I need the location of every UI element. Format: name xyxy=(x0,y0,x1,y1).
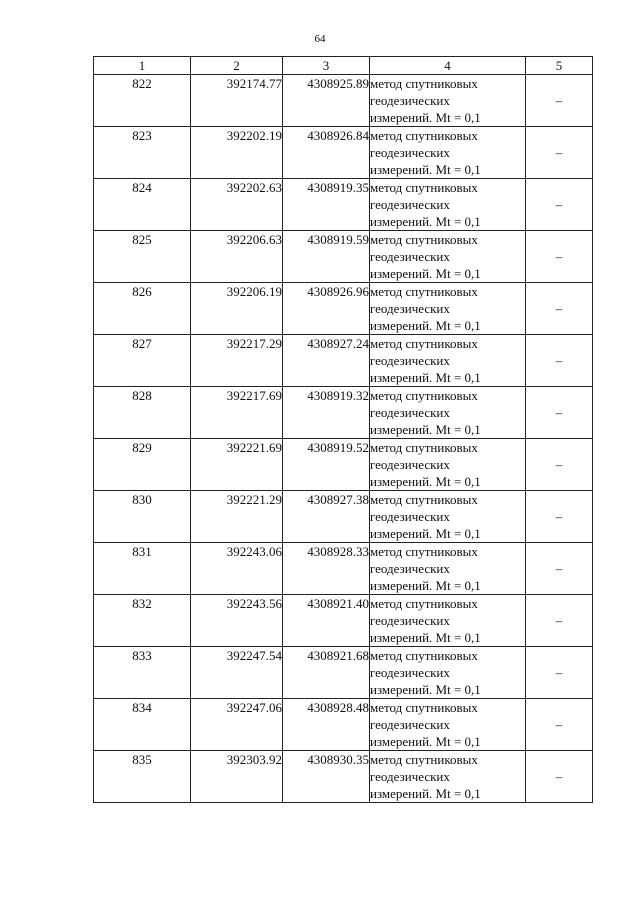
y-coordinate-cell: 4308928.33 xyxy=(283,543,370,595)
note-dash-cell: – xyxy=(526,439,593,491)
method-line: геодезических xyxy=(370,665,450,680)
method-cell xyxy=(370,543,526,595)
coordinates-table xyxy=(93,56,593,803)
header-col-2: 2 xyxy=(191,57,283,75)
method-line: метод спутниковых xyxy=(370,492,478,507)
table-row xyxy=(94,231,593,283)
method-line: геодезических xyxy=(370,353,450,368)
note-dash-cell: – xyxy=(526,543,593,595)
point-number-cell: 825 xyxy=(94,231,191,283)
x-coordinate-cell: 392221.69 xyxy=(191,439,283,491)
table-row xyxy=(94,543,593,595)
method-line: геодезических xyxy=(370,717,450,732)
method-line: измерений. Mt = 0,1 xyxy=(370,214,481,229)
method-cell xyxy=(370,491,526,543)
x-coordinate-cell: 392217.29 xyxy=(191,335,283,387)
header-col-5: 5 xyxy=(526,57,593,75)
y-coordinate-cell: 4308927.24 xyxy=(283,335,370,387)
method-line: геодезических xyxy=(370,93,450,108)
point-number-cell: 827 xyxy=(94,335,191,387)
x-coordinate-cell: 392247.06 xyxy=(191,699,283,751)
table-row xyxy=(94,439,593,491)
note-dash-cell: – xyxy=(526,283,593,335)
note-dash-cell: – xyxy=(526,335,593,387)
x-coordinate-cell: 392247.54 xyxy=(191,647,283,699)
method-line: измерений. Mt = 0,1 xyxy=(370,110,481,125)
method-cell xyxy=(370,283,526,335)
method-cell xyxy=(370,179,526,231)
method-line: метод спутниковых xyxy=(370,700,478,715)
table-header xyxy=(94,57,593,75)
note-dash-cell: – xyxy=(526,751,593,803)
y-coordinate-cell: 4308930.35 xyxy=(283,751,370,803)
method-line: измерений. Mt = 0,1 xyxy=(370,474,481,489)
point-number-cell: 824 xyxy=(94,179,191,231)
y-coordinate-cell: 4308926.84 xyxy=(283,127,370,179)
header-col-4: 4 xyxy=(370,57,526,75)
x-coordinate-cell: 392303.92 xyxy=(191,751,283,803)
table-row xyxy=(94,75,593,127)
method-line: метод спутниковых xyxy=(370,232,478,247)
method-cell xyxy=(370,127,526,179)
method-line: метод спутниковых xyxy=(370,440,478,455)
method-cell xyxy=(370,335,526,387)
method-line: измерений. Mt = 0,1 xyxy=(370,786,481,801)
header-col-1: 1 xyxy=(94,57,191,75)
point-number-cell: 831 xyxy=(94,543,191,595)
page-number: 64 xyxy=(314,33,326,45)
method-line: метод спутниковых xyxy=(370,76,478,91)
table-row xyxy=(94,335,593,387)
method-line: измерений. Mt = 0,1 xyxy=(370,526,481,541)
note-dash-cell: – xyxy=(526,491,593,543)
y-coordinate-cell: 4308919.35 xyxy=(283,179,370,231)
x-coordinate-cell: 392243.56 xyxy=(191,595,283,647)
method-line: метод спутниковых xyxy=(370,180,478,195)
point-number-cell: 826 xyxy=(94,283,191,335)
method-line: измерений. Mt = 0,1 xyxy=(370,318,481,333)
method-cell xyxy=(370,647,526,699)
method-line: метод спутниковых xyxy=(370,128,478,143)
method-line: измерений. Mt = 0,1 xyxy=(370,630,481,645)
y-coordinate-cell: 4308919.52 xyxy=(283,439,370,491)
method-line: метод спутниковых xyxy=(370,336,478,351)
method-line: геодезических xyxy=(370,457,450,472)
method-cell xyxy=(370,231,526,283)
note-dash-cell: – xyxy=(526,127,593,179)
method-line: метод спутниковых xyxy=(370,284,478,299)
y-coordinate-cell: 4308919.32 xyxy=(283,387,370,439)
method-line: измерений. Mt = 0,1 xyxy=(370,578,481,593)
table-body xyxy=(94,75,593,803)
x-coordinate-cell: 392206.63 xyxy=(191,231,283,283)
method-line: геодезических xyxy=(370,561,450,576)
method-line: геодезических xyxy=(370,613,450,628)
method-line: измерений. Mt = 0,1 xyxy=(370,266,481,281)
x-coordinate-cell: 392202.19 xyxy=(191,127,283,179)
method-cell xyxy=(370,387,526,439)
method-line: геодезических xyxy=(370,301,450,316)
x-coordinate-cell: 392202.63 xyxy=(191,179,283,231)
point-number-cell: 822 xyxy=(94,75,191,127)
note-dash-cell: – xyxy=(526,387,593,439)
header-row xyxy=(94,57,593,75)
point-number-cell: 829 xyxy=(94,439,191,491)
method-line: геодезических xyxy=(370,249,450,264)
table-row xyxy=(94,647,593,699)
point-number-cell: 832 xyxy=(94,595,191,647)
x-coordinate-cell: 392206.19 xyxy=(191,283,283,335)
note-dash-cell: – xyxy=(526,647,593,699)
x-coordinate-cell: 392174.77 xyxy=(191,75,283,127)
method-line: геодезических xyxy=(370,405,450,420)
method-line: метод спутниковых xyxy=(370,388,478,403)
note-dash-cell: – xyxy=(526,595,593,647)
point-number-cell: 828 xyxy=(94,387,191,439)
method-line: измерений. Mt = 0,1 xyxy=(370,682,481,697)
header-col-3: 3 xyxy=(283,57,370,75)
method-cell xyxy=(370,699,526,751)
note-dash-cell: – xyxy=(526,179,593,231)
point-number-cell: 833 xyxy=(94,647,191,699)
method-line: метод спутниковых xyxy=(370,544,478,559)
x-coordinate-cell: 392221.29 xyxy=(191,491,283,543)
y-coordinate-cell: 4308927.38 xyxy=(283,491,370,543)
method-line: метод спутниковых xyxy=(370,596,478,611)
method-line: измерений. Mt = 0,1 xyxy=(370,422,481,437)
method-cell xyxy=(370,751,526,803)
note-dash-cell: – xyxy=(526,231,593,283)
y-coordinate-cell: 4308926.96 xyxy=(283,283,370,335)
method-cell xyxy=(370,439,526,491)
y-coordinate-cell: 4308921.68 xyxy=(283,647,370,699)
table-row xyxy=(94,179,593,231)
x-coordinate-cell: 392243.06 xyxy=(191,543,283,595)
table-row xyxy=(94,491,593,543)
method-line: геодезических xyxy=(370,197,450,212)
point-number-cell: 830 xyxy=(94,491,191,543)
table-row xyxy=(94,387,593,439)
method-line: геодезических xyxy=(370,145,450,160)
method-line: измерений. Mt = 0,1 xyxy=(370,734,481,749)
method-line: измерений. Mt = 0,1 xyxy=(370,162,481,177)
y-coordinate-cell: 4308928.48 xyxy=(283,699,370,751)
method-cell xyxy=(370,75,526,127)
table-row xyxy=(94,283,593,335)
method-line: метод спутниковых xyxy=(370,648,478,663)
note-dash-cell: – xyxy=(526,699,593,751)
method-line: геодезических xyxy=(370,509,450,524)
point-number-cell: 835 xyxy=(94,751,191,803)
method-line: геодезических xyxy=(370,769,450,784)
y-coordinate-cell: 4308921.40 xyxy=(283,595,370,647)
table-row xyxy=(94,595,593,647)
method-line: измерений. Mt = 0,1 xyxy=(370,370,481,385)
point-number-cell: 834 xyxy=(94,699,191,751)
table-row xyxy=(94,699,593,751)
table-row xyxy=(94,127,593,179)
method-cell xyxy=(370,595,526,647)
y-coordinate-cell: 4308919.59 xyxy=(283,231,370,283)
note-dash-cell: – xyxy=(526,75,593,127)
x-coordinate-cell: 392217.69 xyxy=(191,387,283,439)
y-coordinate-cell: 4308925.89 xyxy=(283,75,370,127)
method-line: метод спутниковых xyxy=(370,752,478,767)
table-row xyxy=(94,751,593,803)
point-number-cell: 823 xyxy=(94,127,191,179)
